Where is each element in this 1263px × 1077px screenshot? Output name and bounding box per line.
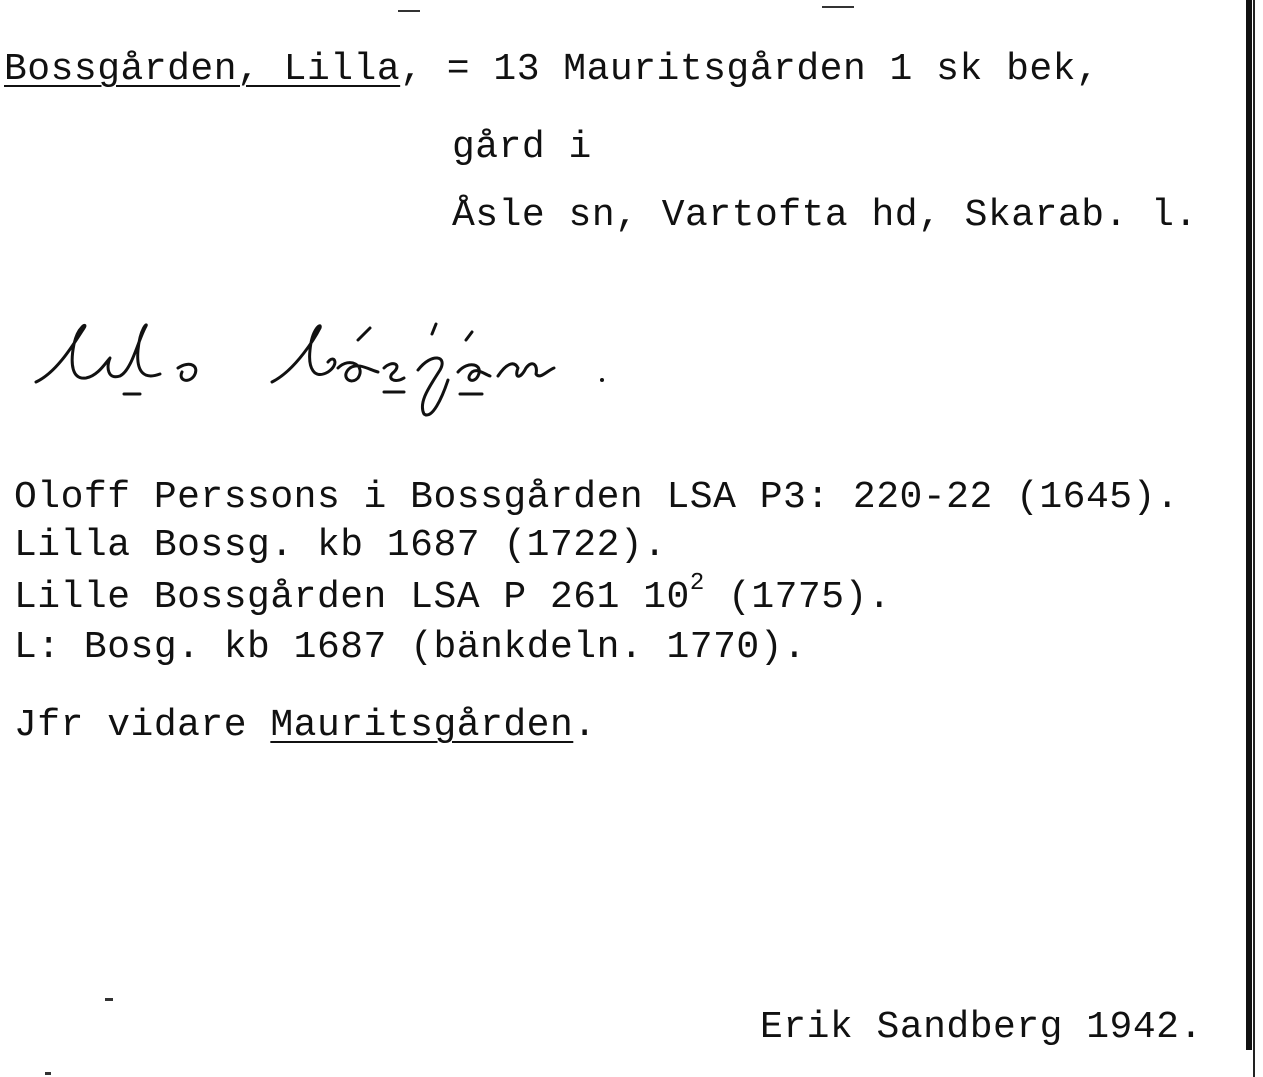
scan-speck [45,1072,51,1075]
scan-speck [822,6,854,8]
reference-suffix: . [573,704,597,747]
record-line-1: Oloff Perssons i Bossgården LSA P3: 220-22 (1645). [14,476,1180,519]
header-line-3: Åsle sn, Vartofta hd, Skarab. l. [452,194,1198,237]
scan-speck [398,10,420,12]
header-line-1-rest: , = 13 Mauritsgården 1 sk bek, [400,48,1100,91]
record-line-3-suffix: (1775). [704,576,892,619]
handwritten-pronunciation [28,310,628,420]
reference-line [14,704,597,748]
record-line-2: Lilla Bossg. kb 1687 (1722). [14,524,667,567]
place-name: Bossgården, Lilla [4,48,401,91]
card-edge-rule [1246,0,1252,1050]
record-line-3 [14,570,892,620]
record-line-3-superscript: 2 [689,570,705,598]
scan-speck [105,998,113,1001]
reference-link[interactable]: Mauritsgården [270,704,574,747]
header-line-1 [4,48,1099,92]
record-line-3-main: Lille Bossgården LSA P 261 10 [14,576,690,619]
record-line-4: L: Bosg. kb 1687 (bänkdeln. 1770). [14,626,807,669]
reference-prefix: Jfr vidare [14,704,271,747]
header-line-2: gård i [452,126,592,169]
card-edge-rule-thin [1253,0,1255,1077]
signature: Erik Sandberg 1942. [760,1006,1203,1049]
